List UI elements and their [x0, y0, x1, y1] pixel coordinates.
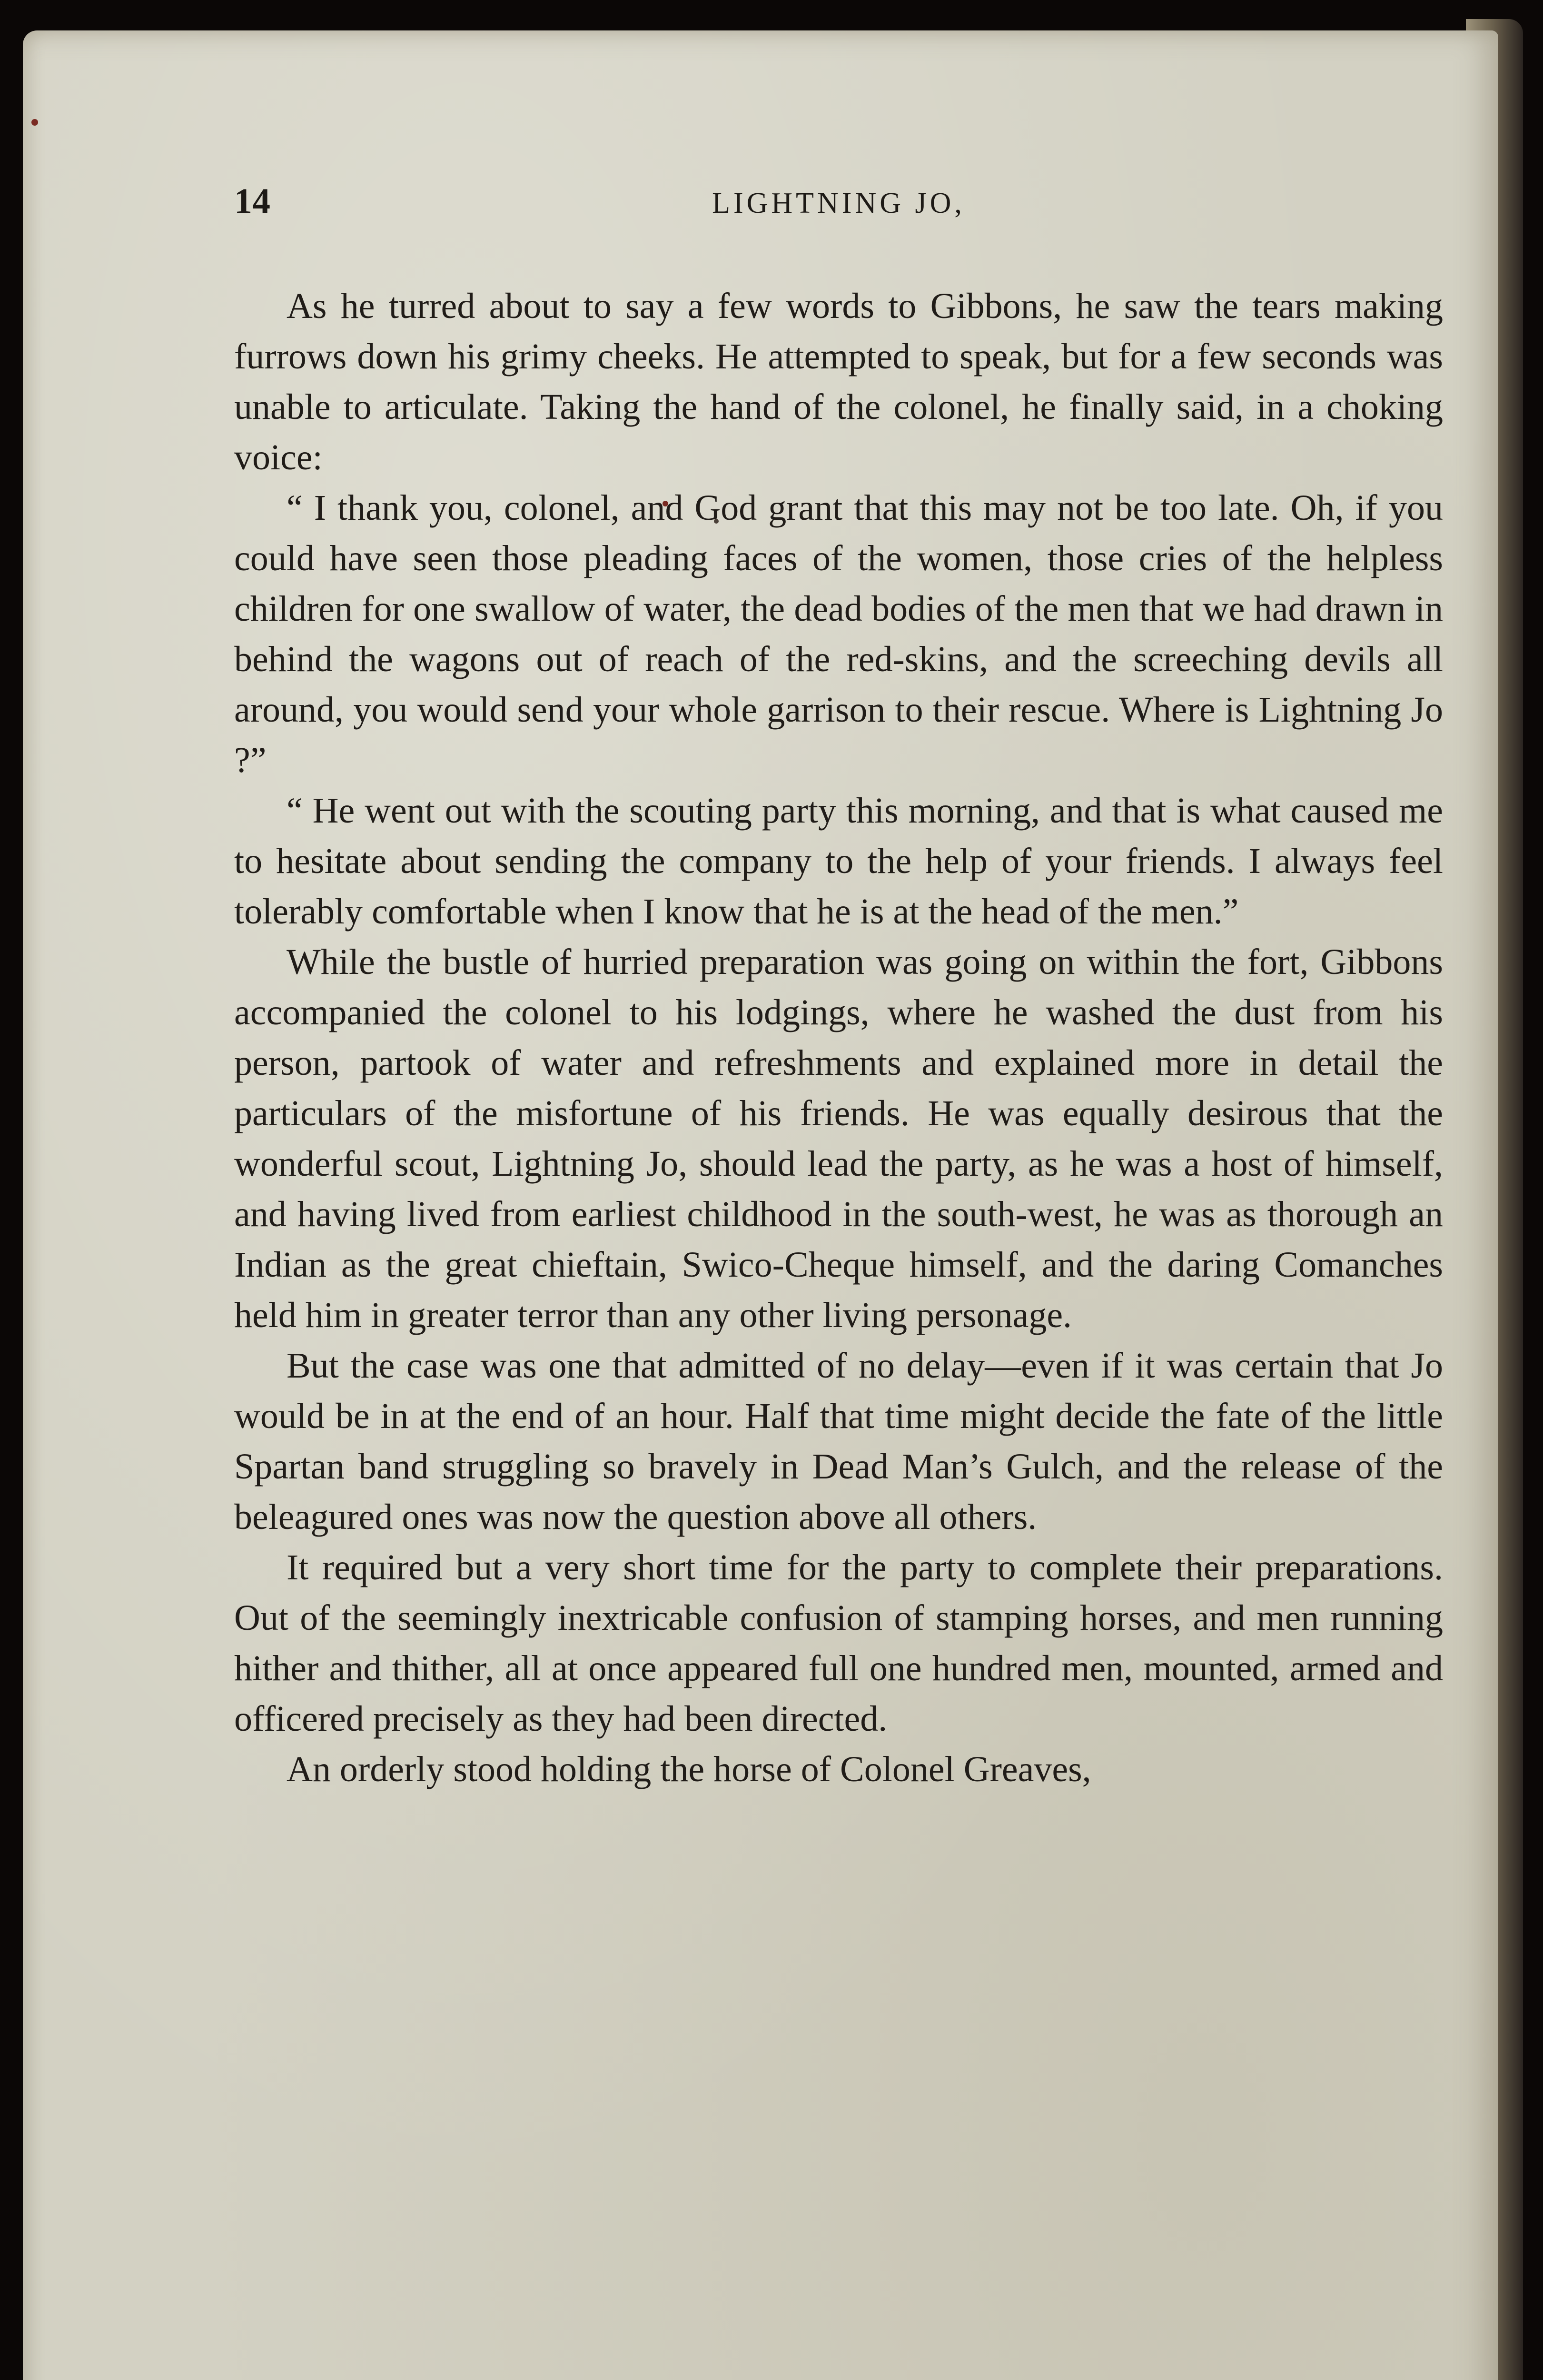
paragraph: As he turred about to say a few words to Gibbons, he saw the tears making furrows down his grimy cheeks. He attempted to speak, but for a few seconds was unable to articulate. Taking the hand of the colonel, he finally said, in a choking voice: — [234, 286, 1443, 477]
paragraph: “ I thank you, colonel, and God grant that this may not be too late. Oh, if you could have seen those pleading faces of the women, those cries of the helpless children for one swallow of water, the dead bodies of the men that we had drawn in behind the wagons out of reach of the red-skins, and the screeching devils all around, you would send your whole garrison to their rescue. Where is Lightning Jo ?” — [234, 488, 1443, 780]
paragraph: “ He went out with the scouting party this morning, and that is what caused me to hesitate about sending the company to the help of your friends. I always feel tolerably comfortable when I know that he is at the head of the men.” — [234, 791, 1443, 932]
body-text — [234, 281, 1443, 1795]
page-number: 14 — [234, 181, 270, 221]
running-head: LIGHTNING JO, — [712, 187, 965, 219]
paragraph: While the bustle of hurried preparation was going on within the fort, Gibbons accompanied the colonel to his lodgings, where he washed the dust from his person, partook of water and refreshments and explained more in detail the particulars of the misfortune of his friends. He was equally desirous that the wonderful scout, Lightning Jo, should lead the party, as he was a host of himself, and having lived from earliest childhood in the south-west, he was as thorough an Indian as the great chieftain, Swico-Cheque himself, and the daring Comanches held him in greater terror than any other living personage. — [234, 942, 1443, 1335]
ink-speck — [31, 119, 38, 126]
paragraph: But the case was one that admitted of no delay—even if it was certain that Jo would be in at the end of an hour. Half that time might decide the fate of the little Spartan band struggling so bravely in Dead Man’s Gulch, and the release of the beleagured ones was now the question above all others. — [234, 1346, 1443, 1537]
paragraph: An orderly stood holding the horse of Colonel Greaves, — [287, 1749, 1091, 1789]
paragraph: It required but a very short time for the party to complete their preparations. Out of the seemingly inextricable confusion of stamping horses, and men running hither and thither, all at once appeared full one hundred men, mounted, armed and officered precisely as they had been directed. — [234, 1547, 1443, 1739]
page-header — [234, 181, 1443, 233]
